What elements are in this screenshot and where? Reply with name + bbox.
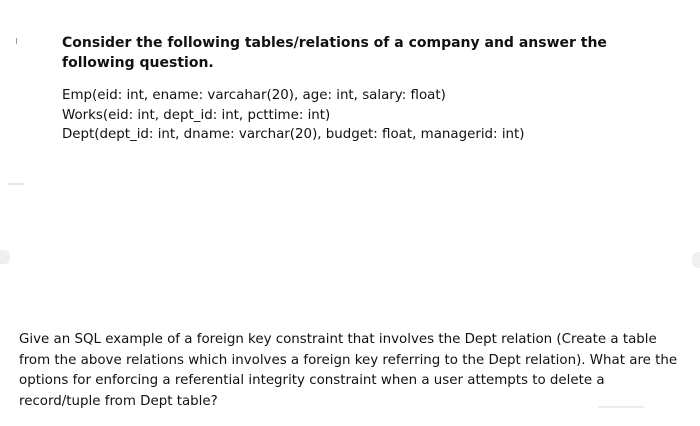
task-block (19, 330, 679, 412)
schema-list (62, 86, 677, 145)
scan-mark (16, 38, 17, 44)
scan-mark (0, 250, 10, 264)
schema-emp: Emp(eid: int, ename: varcahar(20), age: int, salary: float) (62, 88, 446, 103)
question-block (62, 33, 677, 145)
scan-mark (8, 183, 24, 185)
task-text: Give an SQL example of a foreign key constraint that involves the Dept relation (Create a table from the above relations which involves a foreign key referring to the Dept relation). What are the options for enforcing a referential integrity constraint when a user attempts to delete a record/tuple from Dept table? (19, 332, 678, 409)
schema-works: Works(eid: int, dept_id: int, pcttime: int) (62, 107, 331, 123)
scan-mark (692, 252, 700, 268)
schema-dept: Dept(dept_id: int, dname: varchar(20), budget: float, managerid: int) (62, 127, 525, 143)
question-intro: Consider the following tables/relations of a company and answer the following question. (62, 35, 607, 71)
